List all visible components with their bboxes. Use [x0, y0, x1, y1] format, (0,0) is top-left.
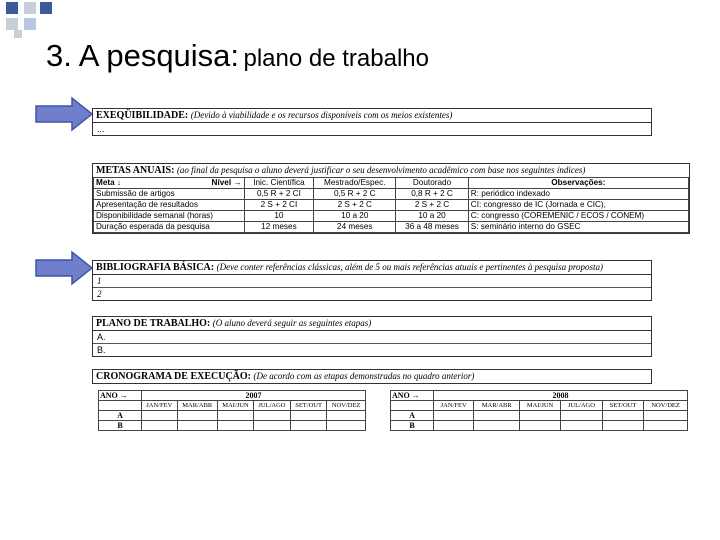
exequibilidade-header: [93, 109, 651, 123]
arrow-right-icon: [34, 96, 94, 132]
month-cell: NOV/DEZ: [644, 401, 688, 411]
month-cell: MAI/JUN: [520, 401, 561, 411]
table-header-row: [391, 391, 688, 401]
month-cell: JAN/FEV: [142, 401, 178, 411]
metas-table: [93, 177, 689, 233]
col-nivel-label: Nível →: [211, 178, 242, 187]
month-cell: SET/OUT: [602, 401, 643, 411]
table-row: [99, 421, 366, 431]
month-cell: MAI/JUN: [217, 401, 253, 411]
month-cell: MAR/ABR: [474, 401, 520, 411]
plano-label: PLANO DE TRABALHO:: [96, 318, 211, 329]
mest-cell: 10 a 20: [314, 211, 396, 222]
bibliografia-box: [92, 260, 652, 301]
cronograma-label: CRONOGRAMA DE EXECUÇÃO:: [96, 371, 251, 382]
meta-cell: Apresentação de resultados: [94, 200, 245, 211]
list-item: 1: [93, 275, 651, 288]
table-row: [94, 189, 689, 200]
obs-cell: CI: congresso de IC (Jornada e CIC),: [468, 200, 688, 211]
ic-cell: 10: [244, 211, 314, 222]
deco-square: [24, 2, 36, 14]
table-row: [391, 401, 688, 411]
list-item: A.: [93, 331, 651, 344]
step-cell: A: [391, 411, 434, 421]
col-mest: Mestrado/Espec.: [314, 178, 396, 189]
plano-box: [92, 316, 652, 357]
meta-cell: Disponibilidade semanal (horas): [94, 211, 245, 222]
ic-cell: 0,5 R + 2 CI: [244, 189, 314, 200]
year-cell: 2008: [434, 391, 688, 401]
corner-decoration: [0, 0, 60, 40]
meta-cell: Submissão de artigos: [94, 189, 245, 200]
cronograma-table-2007: [98, 390, 366, 431]
mest-cell: 0,5 R + 2 C: [314, 189, 396, 200]
obs-cell: C: congresso (COREMENIC / ECOS / CONEM): [468, 211, 688, 222]
table-row: [99, 411, 366, 421]
ic-cell: 2 S + 2 CI: [244, 200, 314, 211]
month-cell: SET/OUT: [290, 401, 326, 411]
dout-cell: 0,8 R + 2 C: [396, 189, 469, 200]
step-cell: B: [391, 421, 434, 431]
slide-title: [46, 38, 429, 74]
list-item: B.: [97, 345, 106, 355]
step-cell: A: [99, 411, 142, 421]
deco-square: [40, 2, 52, 14]
exequibilidade-row: ...: [97, 124, 105, 134]
month-cell: NOV/DEZ: [327, 401, 366, 411]
dout-cell: 10 a 20: [396, 211, 469, 222]
table-row: [94, 222, 689, 233]
metas-header: [93, 164, 689, 177]
col-ic: Inic. Científica: [244, 178, 314, 189]
exequibilidade-box: [92, 108, 652, 136]
list-item: 2: [97, 289, 102, 299]
dout-cell: 36 a 48 meses: [396, 222, 469, 233]
mest-cell: 24 meses: [314, 222, 396, 233]
title-main: 3. A pesquisa:: [46, 38, 240, 73]
ano-label: ANO →: [99, 391, 142, 401]
month-cell: JUL/AGO: [561, 401, 603, 411]
blank-cell: [99, 401, 142, 411]
arrow-right-icon: [34, 250, 94, 286]
metas-box: [92, 163, 690, 234]
table-row: [94, 211, 689, 222]
ano-label: ANO →: [391, 391, 434, 401]
ic-cell: 12 meses: [244, 222, 314, 233]
cronograma-box: [92, 369, 652, 384]
col-nivel: [163, 178, 244, 189]
obs-cell: R: periódico indexado: [468, 189, 688, 200]
obs-cell: S: seminário interno do GSEC: [468, 222, 688, 233]
deco-square: [14, 30, 22, 38]
metas-label: METAS ANUAIS:: [96, 165, 175, 176]
exequibilidade-note: (Devido à viabilidade e os recursos disponíveis com os meios existentes): [190, 110, 453, 120]
table-header-row: [99, 391, 366, 401]
bibliografia-note: (Deve conter referências clássicas, além de 5 ou mais referências atuais e pertinentes à pesquisa proposta): [216, 262, 604, 272]
mest-cell: 2 S + 2 C: [314, 200, 396, 211]
cronograma-note: (De acordo com as etapas demonstradas no quadro anterior): [253, 371, 475, 381]
col-meta-label: Meta ↓: [96, 178, 122, 187]
blank-cell: [391, 401, 434, 411]
col-meta: [94, 178, 163, 189]
table-row: [99, 401, 366, 411]
dout-cell: 2 S + 2 C: [396, 200, 469, 211]
bibliografia-header: [93, 261, 651, 275]
month-cell: MAR/ABR: [177, 401, 217, 411]
month-cell: JUL/AGO: [253, 401, 290, 411]
col-obs: Observações:: [468, 178, 688, 189]
year-cell: 2007: [142, 391, 366, 401]
month-cell: JAN/FEV: [434, 401, 474, 411]
bibliografia-label: BIBLIOGRAFIA BÁSICA:: [96, 262, 215, 273]
col-dout: Doutorado: [396, 178, 469, 189]
cronograma-table-2008: [390, 390, 688, 431]
metas-note: (ao final da pesquisa o aluno deverá justificar o seu desenvolvimento acadêmico com base nos seguintes índices): [176, 165, 586, 175]
cronograma-header: [93, 370, 651, 383]
meta-cell: Duração esperada da pesquisa: [94, 222, 245, 233]
deco-square: [24, 18, 36, 30]
step-cell: B: [99, 421, 142, 431]
plano-note: (O aluno deverá seguir as seguintes etapas): [212, 318, 372, 328]
table-header-row: [94, 178, 689, 189]
title-sub: plano de trabalho: [243, 45, 429, 72]
table-row: [391, 411, 688, 421]
plano-header: [93, 317, 651, 331]
table-row: [94, 200, 689, 211]
table-row: [391, 421, 688, 431]
deco-square: [6, 2, 18, 14]
deco-square: [6, 18, 18, 30]
exequibilidade-label: EXEQÜIBILIDADE:: [96, 110, 189, 121]
